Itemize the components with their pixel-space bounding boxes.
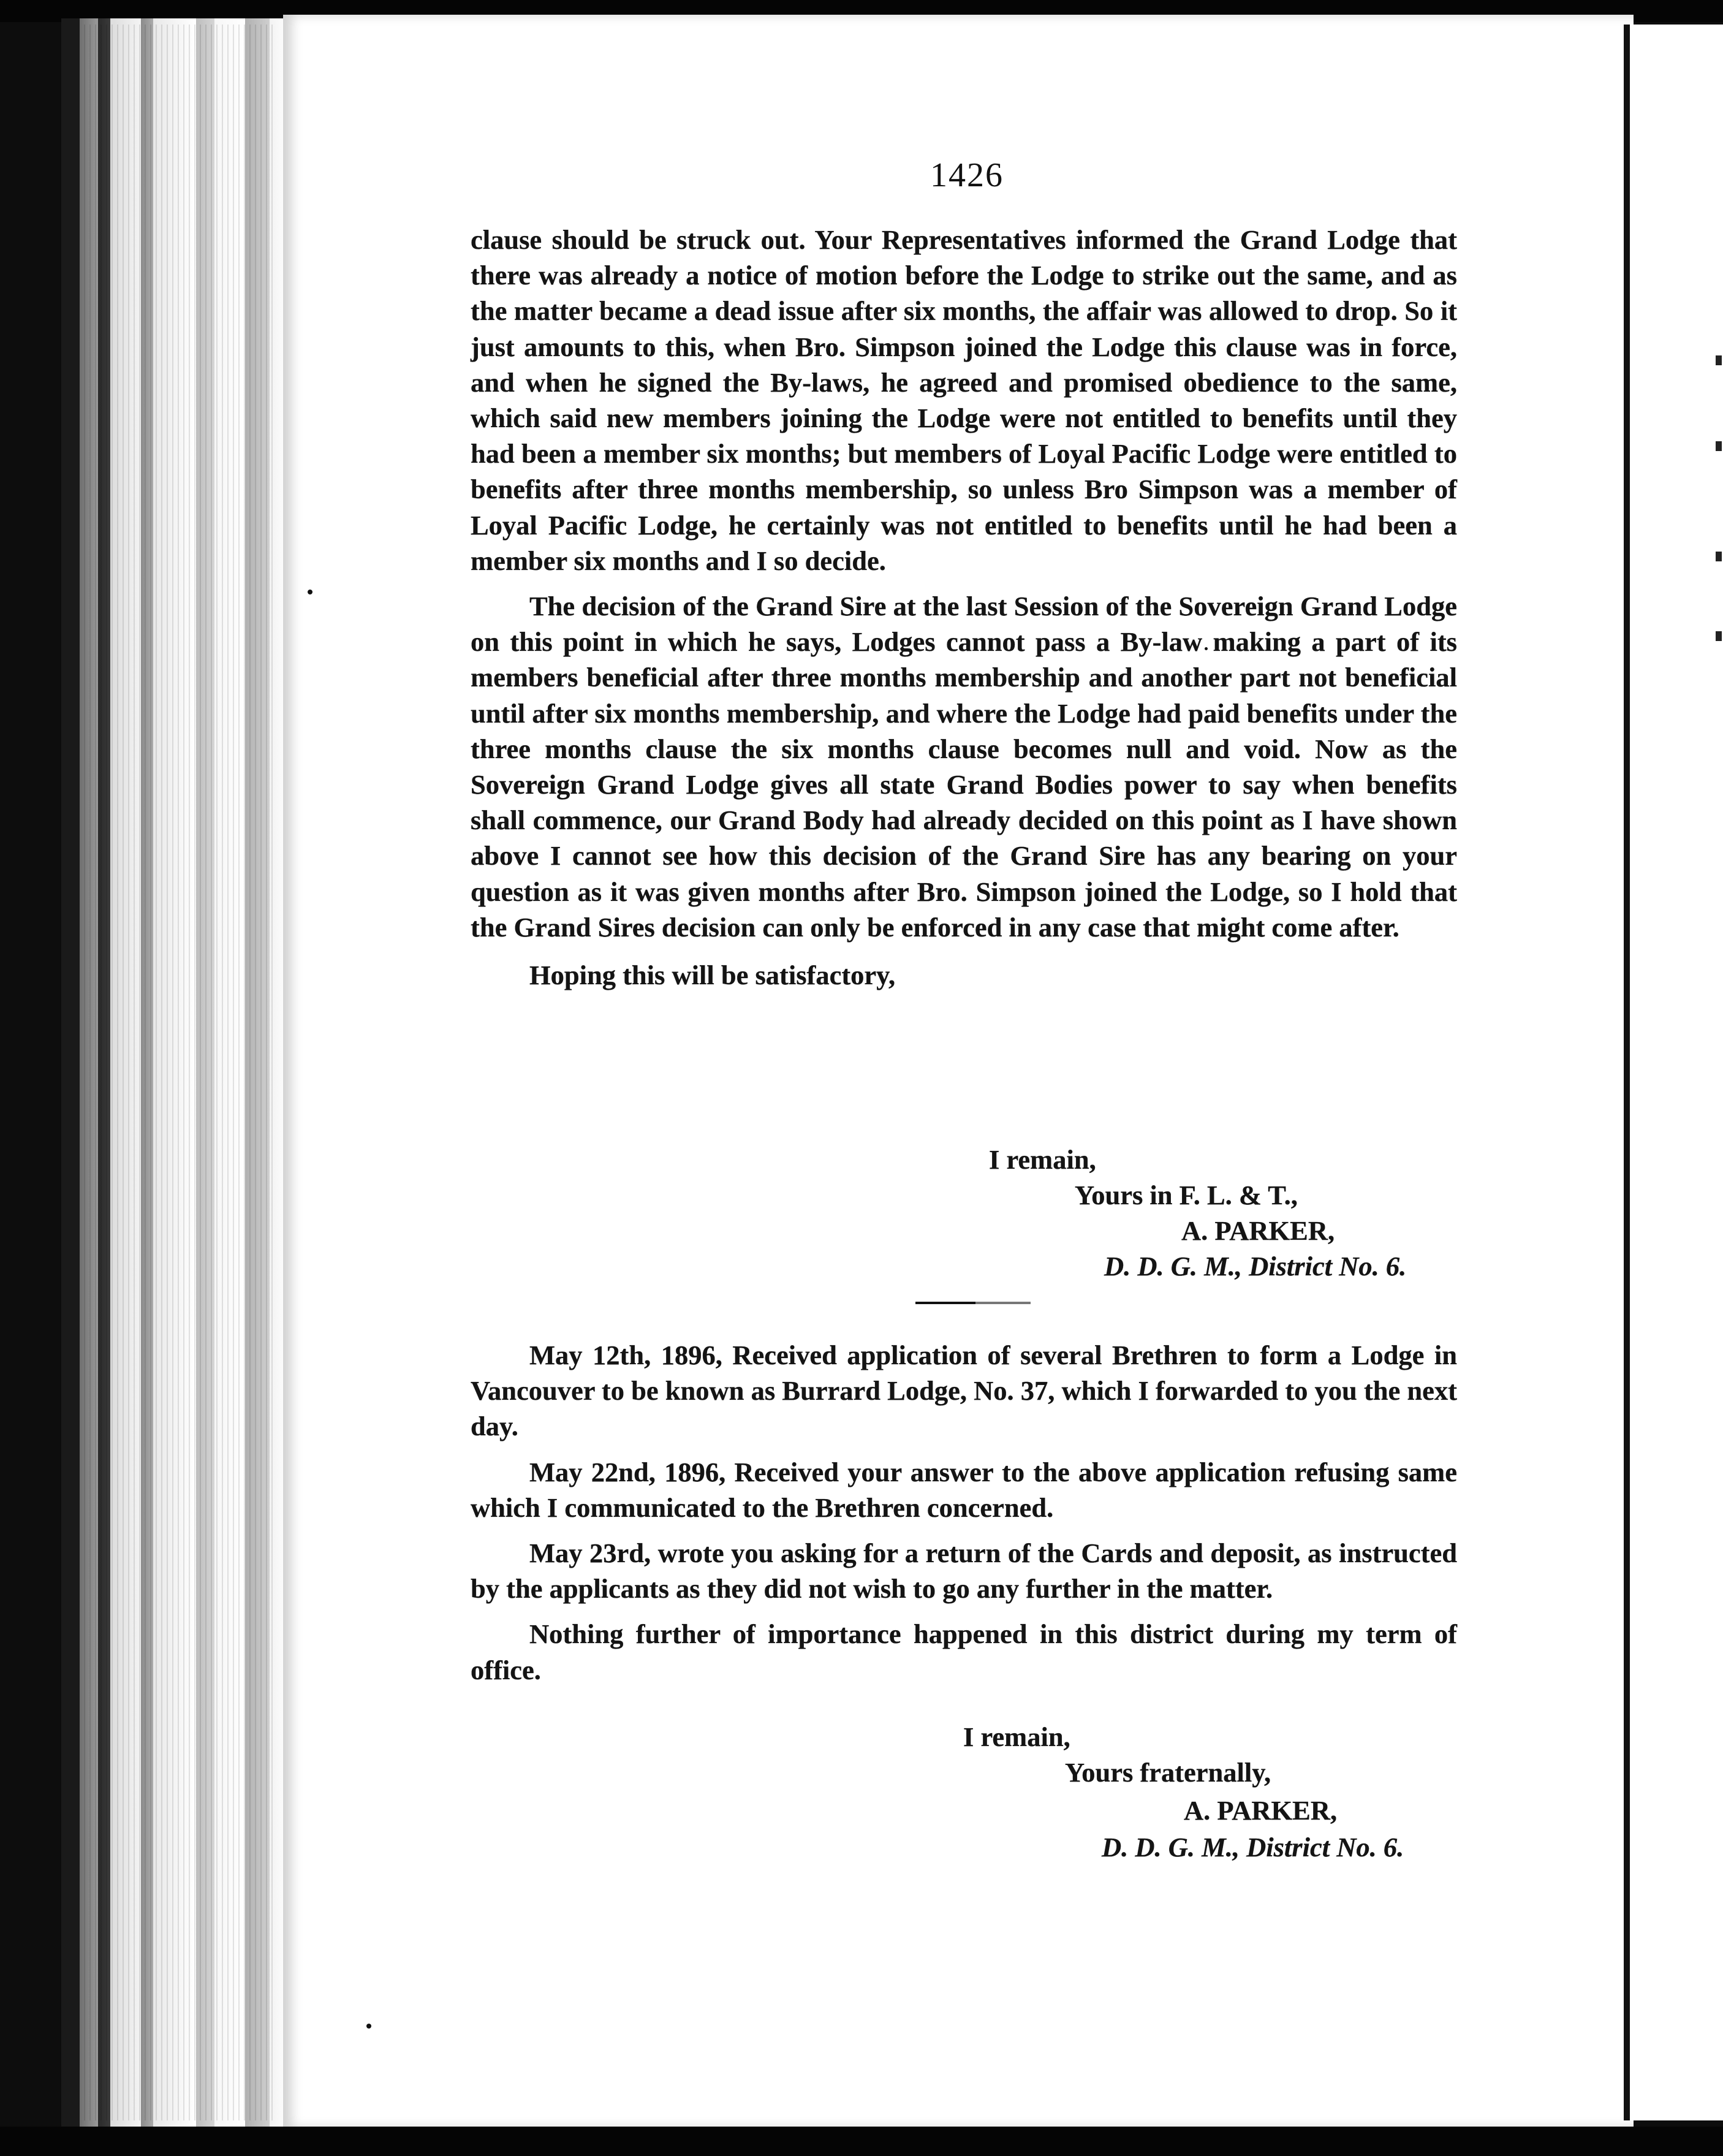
ink-speck xyxy=(366,2024,371,2029)
adjacent-page-sliver xyxy=(1624,25,1723,2120)
paragraph-grand-sire-decision: The decision of the Grand Sire at the last Session of the Sovereign Grand Lodge on this point in which he says, Lodges cannot pass a By-law making a part of its members beneficial after three months membership and another part not beneficial until after six months membership, and where the Lodge had paid benefits under the three months clause the six months clause becomes null and void. Now as the Sovereign Grand Lodge gives all state Grand Bodies power to say when benefits shall commence, our Grand Body had already decided on this point as I have shown above I cannot see how this decision of the Grand Sire has any bearing on your question as it was given months after Bro. Simpson joined the Lodge, so I hold that the Grand Sires decision can only be enforced in any case that might come after. xyxy=(471,591,1457,943)
letter-body-part-2 xyxy=(471,1337,1457,1688)
adjacent-page-mark xyxy=(1716,631,1722,641)
adjacent-page-mark xyxy=(1716,441,1722,451)
paragraph-may-23: May 23rd, wrote you asking for a return of the Cards and deposit, as instructed by the applicants as they did not wish to go any further in the matter. xyxy=(471,1538,1457,1604)
signature-name: A. PARKER, xyxy=(1184,1795,1338,1826)
scan-frame-bottom xyxy=(0,2127,1723,2156)
closing-yours: Yours in F. L. & T., xyxy=(1075,1180,1298,1210)
closing-remain: I remain, xyxy=(989,1144,1096,1175)
ink-speck xyxy=(308,590,312,594)
closing-yours: Yours fraternally, xyxy=(1065,1757,1271,1788)
paragraph-continued: clause should be struck out. Your Representatives informed the Grand Lodge that there was already a notice of motion before the Lodge to strike out the same, and as the matter became a dead issue after six months, the affair was allowed to drop. So it just amounts to this, when Bro. Simpson joined the Lodge this clause was in force, and when he signed the By-laws, he agreed and promised obedience to the same, which said new members joining the Lodge were not entitled to benefits until they had been a member six months; but members of Loyal Pacific Lodge were entitled to benefits after three months membership, so unless Bro Simpson was a member of Loyal Pacific Lodge, he certainly was not entitled to benefits until he had been a member six months and I so decide. xyxy=(471,224,1457,576)
paragraph-nothing-further: Nothing further of importance happened in this district during my term of office. xyxy=(471,1619,1457,1685)
book-page-edge-lines xyxy=(80,25,276,2120)
section-divider xyxy=(915,1302,1031,1304)
page-number: 1426 xyxy=(930,156,1004,194)
signature-title: D. D. G. M., District No. 6. xyxy=(1104,1251,1407,1281)
paragraph-hoping: Hoping this will be satisfactory, xyxy=(529,960,896,991)
paragraph-may-22: May 22nd, 1896, Received your answer to the above application refusing same which I communicated to the Brethren concerned. xyxy=(471,1456,1457,1523)
closing-remain: I remain, xyxy=(963,1721,1070,1752)
letter-body-part-1 xyxy=(471,222,1457,993)
adjacent-page-mark xyxy=(1716,552,1722,561)
paragraph-may-12: May 12th, 1896, Received application of several Brethren to form a Lodge in Vancouver to be known as Burrard Lodge, No. 37, which I forwarded to you the next day. xyxy=(471,1340,1457,1442)
signature-title: D. D. G. M., District No. 6. xyxy=(1102,1832,1404,1862)
signature-name: A. PARKER, xyxy=(1181,1215,1335,1246)
adjacent-page-mark xyxy=(1716,355,1722,365)
